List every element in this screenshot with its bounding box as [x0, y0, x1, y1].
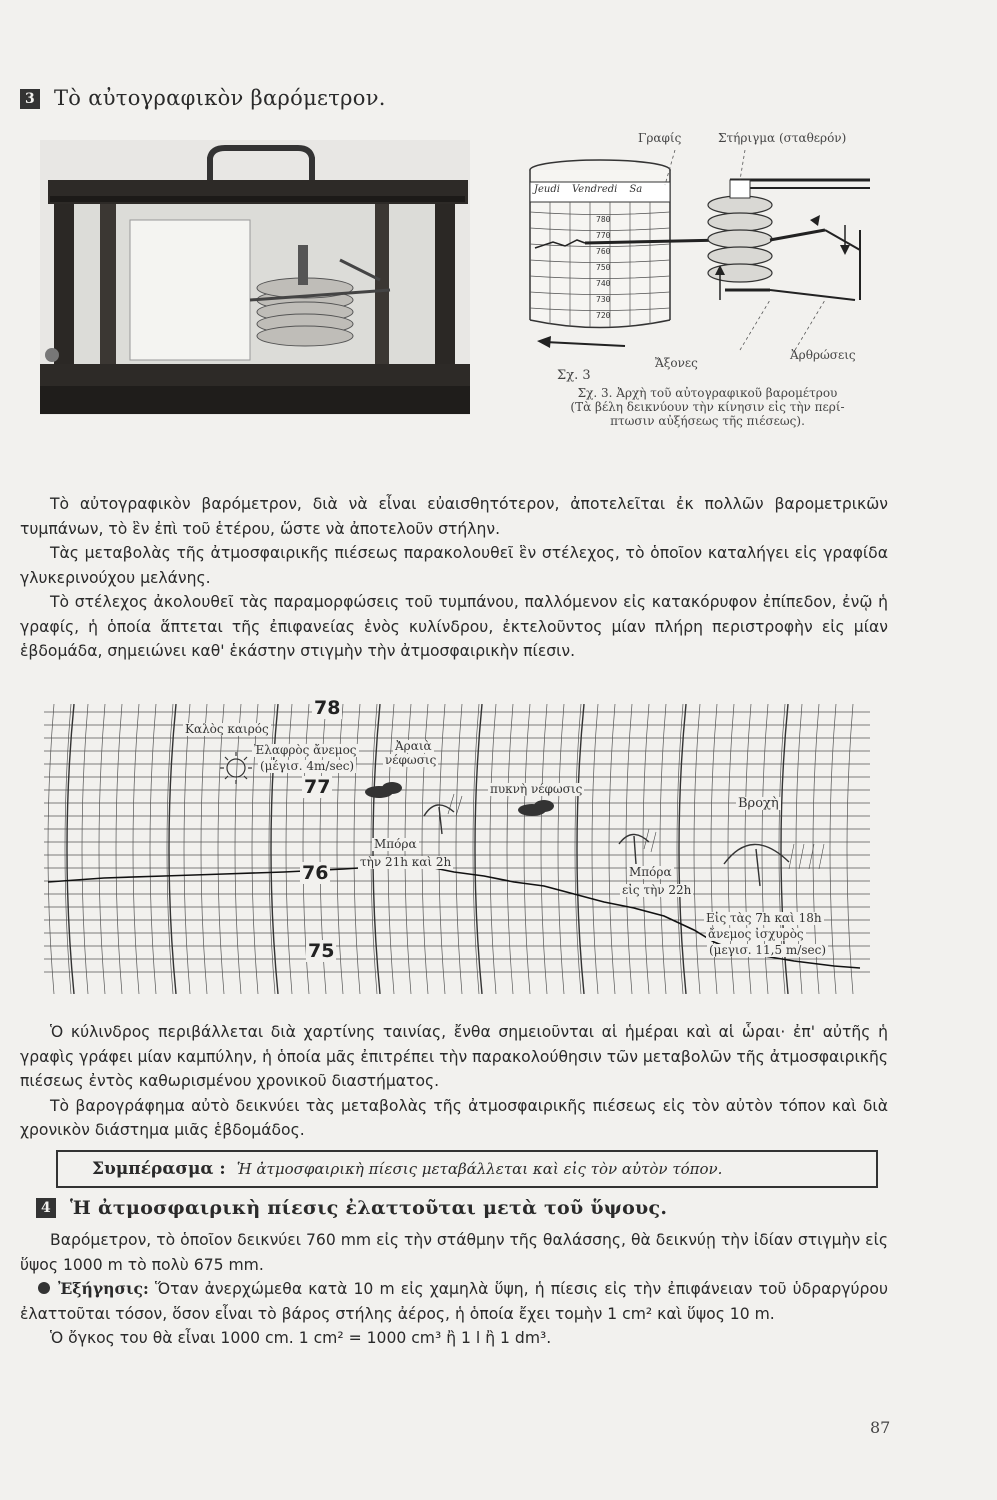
label-eis-1: Εἰς τὰς 7h καὶ 18h	[706, 911, 822, 925]
section-3-number: 3	[20, 89, 40, 109]
text-block-3	[20, 1228, 888, 1351]
label-pykni: πυκνὴ νέφωσις	[490, 782, 583, 796]
explanation-paragraph	[20, 1277, 888, 1326]
page-number: 87	[870, 1418, 891, 1437]
drum-scale-780: 780	[596, 215, 611, 224]
drum-day-3: Sa	[629, 184, 643, 195]
label-mpora1-1: Μπόρα	[374, 837, 417, 851]
barogram-scale-77: 77	[304, 776, 331, 798]
label-mpora1-2: τὴν 21h καὶ 2h	[360, 855, 452, 869]
paragraph-3: Τὸ στέλεχος ἀκολουθεῖ τὰς παραμορφώσεις τοῦ τυμπάνου, παλλόμενον εἰς κατακόρυφον ἐπίπεδον, ἐνῷ ἡ γραφίς, ἡ ὁποία ἅπτεται τῆς ἐπιφανείας ἑνὸς κυλίνδρου, ἐκτελοῦντος μίαν πλήρη περιστροφὴν εἰς μίαν ἑβδομάδα, σημειώνει καθ' ἑκάστην στιγμὴν τὴν ἀτμοσφαιρικὴν πίεσιν.	[20, 593, 888, 660]
label-kalos-kairos: Καλὸς καιρός	[185, 722, 269, 736]
label-stirigma: Στήριγμα (σταθερόν)	[718, 131, 847, 145]
paragraph-7: Ὁ ὄγκος του θὰ εἶναι 1000 cm. 1 cm² = 1000 cm³ ἢ 1 l ἢ 1 dm³.	[50, 1329, 552, 1347]
drum-day-1: Jeudi	[534, 184, 560, 195]
drum-scale-750: 750	[596, 263, 611, 272]
drum-scale-740: 740	[596, 279, 611, 288]
caption-line-1: Σχ. 3. Ἀρχὴ τοῦ αὐτογραφικοῦ βαρομέτρου	[577, 386, 838, 400]
section-4-heading	[36, 1197, 667, 1219]
paragraph-6: Βαρόμετρον, τὸ ὁποῖον δεικνύει 760 mm εἰς τὴν στάθμην τῆς θαλάσσης, θὰ δεικνύῃ τὴν ἰδίαν στιγμὴν εἰς ὕψος 1000 m τὸ πολὺ 675 mm.	[20, 1231, 888, 1274]
label-araia-1: Ἀραιὰ	[395, 739, 432, 753]
text-block-2	[20, 1020, 888, 1143]
conclusion-label: Συμπέρασμα :	[92, 1159, 226, 1179]
barogram-scale-78: 78	[314, 697, 341, 719]
drum-scale-730: 730	[596, 295, 611, 304]
section-4-title: Ἡ ἀτμοσφαιρικὴ πίεσις ἐλαττοῦται μετὰ τοῦ ὕψους.	[70, 1197, 668, 1219]
paragraph-5: Τὸ βαρογράφημα αὐτὸ δεικνύει τὰς μεταβολὰς τῆς ἀτμοσφαιρικῆς πιέσεως εἰς τὸν αὐτὸν τόπον καὶ διὰ χρονικὸν διάστημα μιᾶς ἑβδομάδος.	[20, 1096, 888, 1139]
explanation-text: Ὅταν ἀνερχώμεθα κατὰ 10 m εἰς χαμηλὰ ὕψη, ἡ πίεσις εἰς τὴν ἐπιφάνειαν τοῦ ὑδραργύρου ἐλαττοῦται τόσον, ὅσον εἶναι τὸ βάρος στήλης ἀέρος, ἡ ὁποία ἔχει τομὴν 1 cm² καὶ ὕψος 10 m.	[20, 1280, 888, 1323]
label-elafros-1: Ἐλαφρὸς ἄνεμος	[254, 743, 357, 757]
paragraph-2: Τὰς μεταβολὰς τῆς ἀτμοσφαιρικῆς πιέσεως παρακολουθεῖ ἓν στέλεχος, τὸ ὁποῖον καταλήγει εἰς γραφίδα γλυκερινούχου μελάνης.	[20, 544, 888, 587]
barograph-photo	[40, 140, 470, 415]
figure-number: Σχ. 3	[557, 368, 591, 383]
label-mpora2-2: εἰς τὴν 22h	[622, 883, 692, 897]
bullet-icon	[38, 1282, 50, 1294]
caption-line-2: (Τὰ βέλη δεικνύουν τὴν κίνησιν εἰς τὴν περί-	[570, 400, 845, 414]
explanation-label: Ἐξήγησις:	[58, 1279, 149, 1298]
conclusion-content	[92, 1159, 722, 1179]
label-mpora2-1: Μπόρα	[629, 865, 672, 879]
label-eis-2: ἄνεμος ἰσχυρὸς	[708, 927, 804, 941]
section-3-title: Τὸ αὐτογραφικὸν βαρόμετρον.	[54, 86, 386, 110]
figure-caption	[530, 386, 885, 428]
label-axones: Ἄξονες	[655, 356, 698, 370]
label-elafros-2: (μέγισ. 4m/sec)	[260, 759, 355, 773]
label-araia-2: νέφωσις	[385, 753, 437, 767]
label-arthroseis: Ἀρθρώσεις	[790, 348, 856, 362]
drum-scale	[596, 212, 610, 324]
section-3-heading	[20, 86, 386, 110]
label-grafis: Γραφίς	[638, 131, 682, 145]
drum-scale-720: 720	[596, 311, 611, 320]
barogram-scale-75: 75	[308, 940, 335, 962]
conclusion-box	[56, 1150, 878, 1188]
drum-scale-760: 760	[596, 247, 611, 256]
conclusion-text: Ἡ ἀτμοσφαιρικὴ πίεσις μεταβάλλεται καὶ εἰς τὸν αὐτὸν τόπον.	[236, 1160, 723, 1178]
paragraph-4: Ὁ κύλινδρος περιβάλλεται διὰ χαρτίνης ταινίας, ἔνθα σημειοῦνται αἱ ἡμέραι καὶ αἱ ὧραι· ἐπ' αὐτῆς ἡ γραφὶς γράφει μίαν καμπύλην, ἡ ὁποία μᾶς ἐπιτρέπει τὴν παρακολούθησιν τῶν μεταβολῶν τῆς ἀτμοσφαιρικῆς πιέσεως ἐντὸς καθωρισμένου χρονικοῦ διαστήματος.	[20, 1023, 888, 1090]
drum-header	[534, 184, 642, 195]
caption-line-3: πτωσιν αὐξήσεως τῆς πιέσεως).	[610, 414, 805, 428]
barograph-schematic	[525, 150, 875, 360]
barogram-scale-76: 76	[302, 862, 329, 884]
section-4-number: 4	[36, 1198, 56, 1218]
drum-day-2: Vendredi	[571, 184, 618, 195]
text-block-1	[20, 492, 888, 664]
drum-scale-770: 770	[596, 231, 611, 240]
label-vrochi: Βροχὴ	[738, 796, 779, 811]
label-eis-3: (μεγισ. 11,5 m/sec)	[709, 943, 827, 957]
paragraph-1: Τὸ αὐτογραφικὸν βαρόμετρον, διὰ νὰ εἶναι εὐαισθητότερον, ἀποτελεῖται ἐκ πολλῶν βαρομετρικῶν τυμπάνων, τὸ ἓν ἐπὶ τοῦ ἑτέρου, ὥστε νὰ ἀποτελοῦν στήλην.	[20, 495, 888, 538]
